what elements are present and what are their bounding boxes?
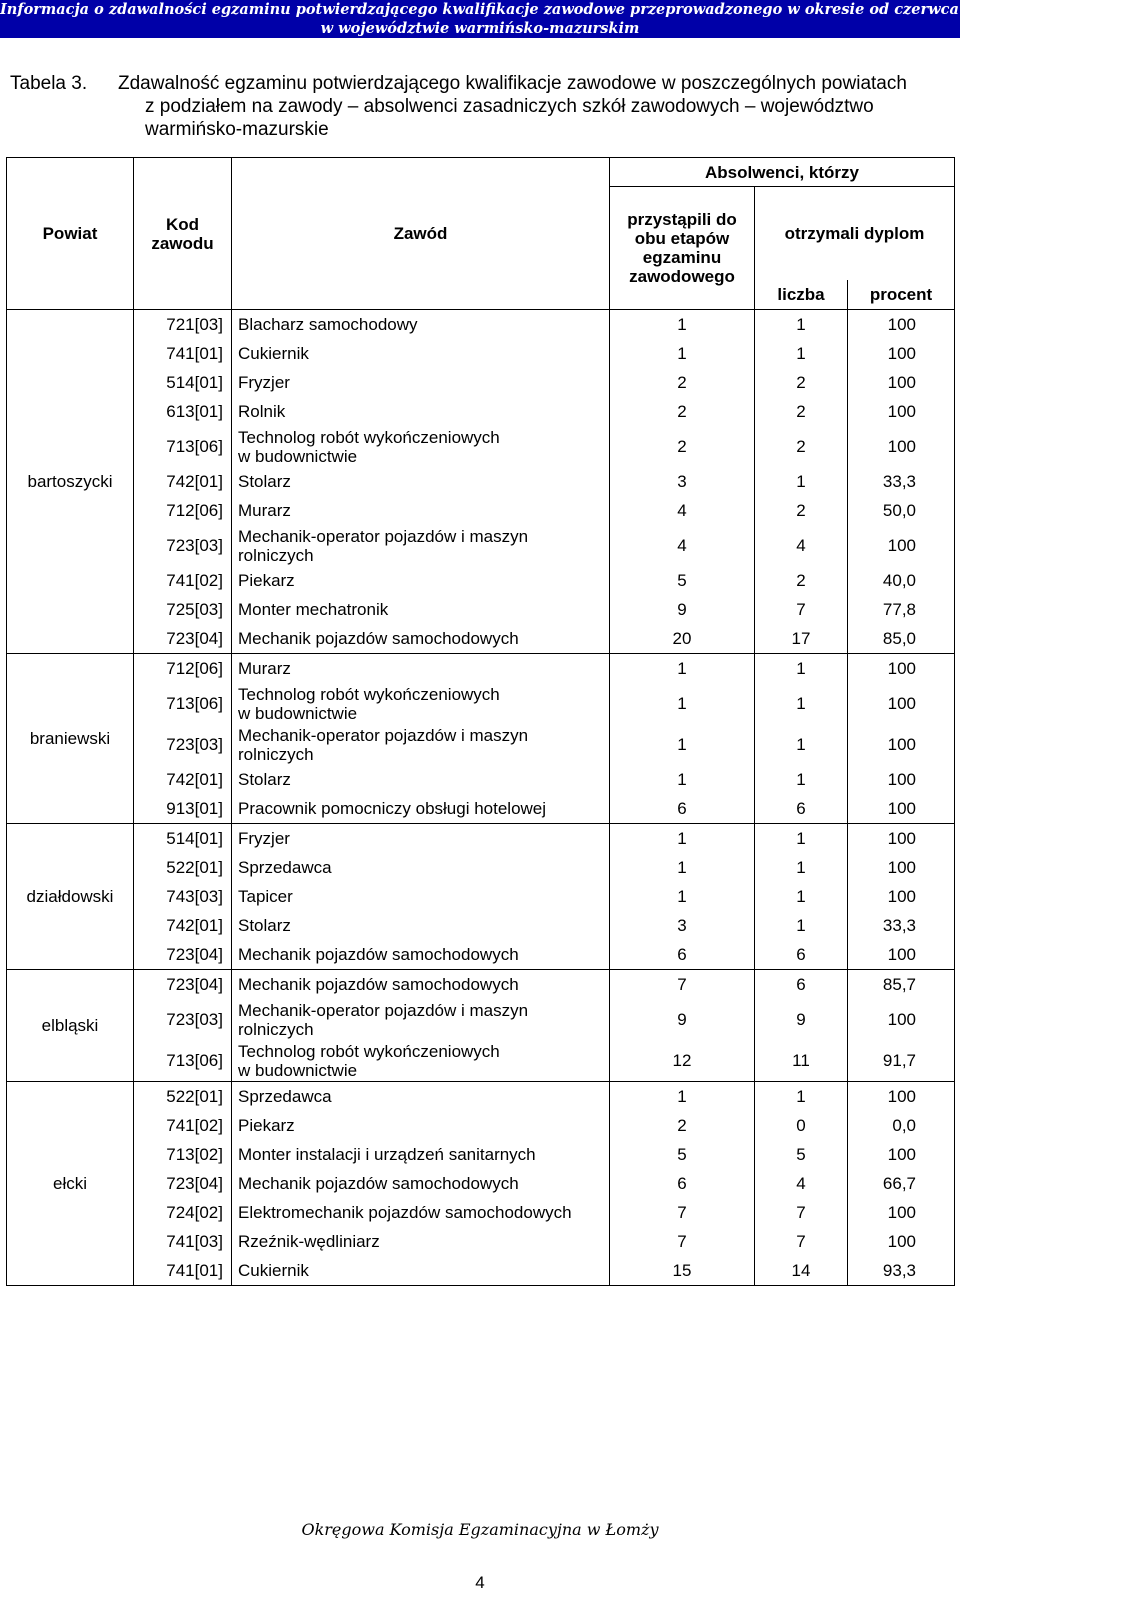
zawod-name: Tapicer <box>238 887 293 906</box>
liczba-cell: 2 <box>755 496 848 525</box>
przystapili-cell: 1 <box>610 853 755 882</box>
kod-zawodu-cell: 613[01] <box>134 397 232 426</box>
procent-cell: 77,8 <box>848 595 955 624</box>
liczba-cell: 7 <box>755 595 848 624</box>
zawod-name: Blacharz samochodowy <box>238 315 418 334</box>
liczba-cell: 0 <box>755 1111 848 1140</box>
liczba-cell: 1 <box>755 882 848 911</box>
liczba-cell: 17 <box>755 624 848 654</box>
procent-cell: 100 <box>848 1140 955 1169</box>
header-procent: procent <box>848 280 955 310</box>
zawod-cell <box>232 595 610 624</box>
kod-zawodu-cell: 741[03] <box>134 1227 232 1256</box>
document-header <box>0 0 1143 38</box>
table-row <box>7 1040 955 1082</box>
header-liczba: liczba <box>755 280 848 310</box>
kod-zawodu-cell: 741[02] <box>134 566 232 595</box>
przystapili-cell: 6 <box>610 1169 755 1198</box>
procent-cell: 40,0 <box>848 566 955 595</box>
liczba-cell: 2 <box>755 368 848 397</box>
procent-cell: 100 <box>848 999 955 1040</box>
kod-zawodu-cell: 742[01] <box>134 765 232 794</box>
table-row <box>7 1082 955 1112</box>
kod-zawodu-cell: 723[03] <box>134 724 232 765</box>
przystapili-cell: 7 <box>610 1198 755 1227</box>
zawod-cell <box>232 566 610 595</box>
zawod-cell <box>232 339 610 368</box>
liczba-cell: 6 <box>755 940 848 970</box>
header-kod-text: Kod zawodu <box>151 214 214 253</box>
procent-cell: 100 <box>848 339 955 368</box>
table-row <box>7 624 955 654</box>
zawod-name-line-2: rolniczych <box>238 545 314 565</box>
liczba-cell: 11 <box>755 1040 848 1082</box>
kod-zawodu-cell: 712[06] <box>134 496 232 525</box>
procent-cell: 93,3 <box>848 1256 955 1286</box>
kod-zawodu-cell: 721[03] <box>134 310 232 340</box>
powiat-cell: działdowski <box>7 824 134 970</box>
table-row <box>7 1256 955 1286</box>
procent-cell: 100 <box>848 1198 955 1227</box>
kod-zawodu-cell: 743[03] <box>134 882 232 911</box>
table-row <box>7 397 955 426</box>
table-header <box>7 158 955 310</box>
zawod-name: Mechanik pojazdów samochodowych <box>238 629 519 648</box>
zawod-cell <box>232 765 610 794</box>
zawod-name: Piekarz <box>238 571 295 590</box>
przystapili-cell: 1 <box>610 654 755 684</box>
przystapili-cell: 5 <box>610 1140 755 1169</box>
przystapili-cell: 1 <box>610 824 755 854</box>
zawod-name: Piekarz <box>238 1116 295 1135</box>
page-number: 4 <box>475 1573 485 1592</box>
powiat-cell: elbląski <box>7 970 134 1082</box>
table-row <box>7 654 955 684</box>
table-row <box>7 853 955 882</box>
zawod-name-line-2: w budownictwie <box>238 446 358 466</box>
zawod-name: Mechanik-operator pojazdów i maszyn <box>238 1000 529 1020</box>
zawod-cell <box>232 397 610 426</box>
kod-zawodu-cell: 742[01] <box>134 467 232 496</box>
caption-line-3: warmińsko-mazurskie <box>145 119 329 140</box>
procent-cell: 0,0 <box>848 1111 955 1140</box>
liczba-cell: 7 <box>755 1198 848 1227</box>
przystapili-cell: 9 <box>610 999 755 1040</box>
procent-cell: 100 <box>848 724 955 765</box>
zawod-name: Cukiernik <box>238 1261 309 1280</box>
procent-cell: 100 <box>848 940 955 970</box>
kod-zawodu-cell: 514[01] <box>134 824 232 854</box>
header-przystapili <box>610 187 755 310</box>
przystapili-cell: 3 <box>610 911 755 940</box>
footer-organization: Okręgowa Komisja Egzaminacyjna w Łomży <box>301 1520 659 1539</box>
procent-cell: 91,7 <box>848 1040 955 1082</box>
zawod-cell <box>232 940 610 970</box>
procent-cell: 100 <box>848 1082 955 1112</box>
zawod-cell <box>232 1140 610 1169</box>
procent-cell: 100 <box>848 310 955 340</box>
procent-cell: 100 <box>848 765 955 794</box>
table-row <box>7 911 955 940</box>
kod-zawodu-cell: 713[02] <box>134 1140 232 1169</box>
zawod-cell <box>232 426 610 467</box>
zawod-name: Monter instalacji i urządzeń sanitarnych <box>238 1145 536 1164</box>
kod-zawodu-cell: 522[01] <box>134 1082 232 1112</box>
header-otrzymali: otrzymali dyplom <box>755 187 955 280</box>
przystapili-cell: 1 <box>610 882 755 911</box>
przystapili-cell: 1 <box>610 339 755 368</box>
kod-zawodu-cell: 741[02] <box>134 1111 232 1140</box>
liczba-cell: 4 <box>755 525 848 566</box>
kod-zawodu-cell: 741[01] <box>134 339 232 368</box>
header-line-2: w województwie warmińsko-mazurskim <box>320 20 640 37</box>
zawod-name: Technolog robót wykończeniowych <box>238 684 500 704</box>
kod-zawodu-cell: 713[06] <box>134 1040 232 1082</box>
procent-cell: 100 <box>848 1227 955 1256</box>
liczba-cell: 1 <box>755 683 848 724</box>
zawod-name: Pracownik pomocniczy obsługi hotelowej <box>238 799 547 818</box>
liczba-cell: 1 <box>755 339 848 368</box>
kod-zawodu-cell: 724[02] <box>134 1198 232 1227</box>
table-row <box>7 467 955 496</box>
kod-zawodu-cell: 723[04] <box>134 940 232 970</box>
przystapili-cell: 1 <box>610 1082 755 1112</box>
zawod-cell <box>232 1169 610 1198</box>
przystapili-cell: 12 <box>610 1040 755 1082</box>
zawod-cell <box>232 525 610 566</box>
zawod-name: Murarz <box>238 659 291 678</box>
liczba-cell: 1 <box>755 654 848 684</box>
table-row <box>7 683 955 724</box>
table-row <box>7 765 955 794</box>
procent-cell: 100 <box>848 426 955 467</box>
kod-zawodu-cell: 725[03] <box>134 595 232 624</box>
kod-zawodu-cell: 712[06] <box>134 654 232 684</box>
zawod-name: Stolarz <box>238 770 291 789</box>
zawod-cell <box>232 654 610 684</box>
kod-zawodu-cell: 723[03] <box>134 525 232 566</box>
zawod-name: Elektromechanik pojazdów samochodowych <box>238 1203 572 1222</box>
liczba-cell: 1 <box>755 765 848 794</box>
header-kod-zawodu <box>134 158 232 310</box>
table-row <box>7 310 955 340</box>
table-row <box>7 368 955 397</box>
zawod-name: Fryzjer <box>238 829 290 848</box>
zawod-cell <box>232 1198 610 1227</box>
powiat-cell: bartoszycki <box>7 310 134 654</box>
zawod-name-line-2: w budownictwie <box>238 703 358 723</box>
przystapili-cell: 4 <box>610 525 755 566</box>
przystapili-cell: 1 <box>610 765 755 794</box>
liczba-cell: 1 <box>755 853 848 882</box>
przystapili-cell: 4 <box>610 496 755 525</box>
powiat-cell: braniewski <box>7 654 134 824</box>
caption-label: Tabela 3. <box>10 73 88 94</box>
procent-cell: 100 <box>848 824 955 854</box>
liczba-cell: 1 <box>755 911 848 940</box>
zawod-name: Sprzedawca <box>238 1087 332 1106</box>
procent-cell: 100 <box>848 654 955 684</box>
przystapili-cell: 7 <box>610 1227 755 1256</box>
header-zawod: Zawód <box>232 158 610 310</box>
table-row <box>7 1227 955 1256</box>
kod-zawodu-cell: 723[04] <box>134 970 232 1000</box>
kod-zawodu-cell: 723[04] <box>134 1169 232 1198</box>
przystapili-cell: 6 <box>610 794 755 824</box>
powiat-cell: ełcki <box>7 1082 134 1286</box>
zawod-cell <box>232 882 610 911</box>
table-row <box>7 999 955 1040</box>
table-row <box>7 940 955 970</box>
zawod-name: Stolarz <box>238 472 291 491</box>
table-row <box>7 1140 955 1169</box>
zawod-name-line-2: rolniczych <box>238 1019 314 1039</box>
procent-cell: 100 <box>848 525 955 566</box>
zawod-name: Mechanik pojazdów samochodowych <box>238 945 519 964</box>
przystapili-cell: 20 <box>610 624 755 654</box>
liczba-cell: 2 <box>755 426 848 467</box>
table-row <box>7 724 955 765</box>
zawod-name: Mechanik-operator pojazdów i maszyn <box>238 725 529 745</box>
przystapili-cell: 1 <box>610 683 755 724</box>
procent-cell: 50,0 <box>848 496 955 525</box>
procent-cell: 85,7 <box>848 970 955 1000</box>
kod-zawodu-cell: 742[01] <box>134 911 232 940</box>
przystapili-cell: 15 <box>610 1256 755 1286</box>
table-row <box>7 970 955 1000</box>
kod-zawodu-cell: 713[06] <box>134 426 232 467</box>
zawod-name: Monter mechatronik <box>238 600 389 619</box>
zawod-cell <box>232 1227 610 1256</box>
przystapili-cell: 2 <box>610 368 755 397</box>
table-row <box>7 794 955 824</box>
liczba-cell: 1 <box>755 724 848 765</box>
zawod-name: Rzeźnik-wędliniarz <box>238 1232 380 1251</box>
liczba-cell: 1 <box>755 824 848 854</box>
zawod-cell <box>232 310 610 340</box>
przystapili-cell: 1 <box>610 724 755 765</box>
results-table <box>6 157 955 1286</box>
przystapili-cell: 5 <box>610 566 755 595</box>
table-body <box>7 310 955 1286</box>
zawod-name: Mechanik-operator pojazdów i maszyn <box>238 526 529 546</box>
zawod-name: Rolnik <box>238 402 286 421</box>
przystapili-cell: 2 <box>610 426 755 467</box>
zawod-cell <box>232 467 610 496</box>
liczba-cell: 4 <box>755 1169 848 1198</box>
liczba-cell: 1 <box>755 467 848 496</box>
table-row <box>7 824 955 854</box>
table-row <box>7 1169 955 1198</box>
liczba-cell: 5 <box>755 1140 848 1169</box>
kod-zawodu-cell: 913[01] <box>134 794 232 824</box>
zawod-cell <box>232 1256 610 1286</box>
przystapili-cell: 7 <box>610 970 755 1000</box>
procent-cell: 33,3 <box>848 911 955 940</box>
zawod-name: Mechanik pojazdów samochodowych <box>238 975 519 994</box>
zawod-cell <box>232 1040 610 1082</box>
procent-cell: 66,7 <box>848 1169 955 1198</box>
table-row <box>7 496 955 525</box>
zawod-name: Technolog robót wykończeniowych <box>238 427 500 447</box>
zawod-name: Fryzjer <box>238 373 290 392</box>
header-powiat: Powiat <box>7 158 134 310</box>
table-row <box>7 1111 955 1140</box>
zawod-name-line-2: rolniczych <box>238 744 314 764</box>
zawod-cell <box>232 683 610 724</box>
header-line-1: Informacja o zdawalności egzaminu potwierdzającego kwalifikacje zawodowe przeprowadzonego w okresie od czerwca do sierpnia 2014 roku <box>0 1 1143 18</box>
zawod-name: Mechanik pojazdów samochodowych <box>238 1174 519 1193</box>
procent-cell: 100 <box>848 683 955 724</box>
zawod-cell <box>232 1111 610 1140</box>
caption-line-2: z podziałem na zawody – absolwenci zasadniczych szkół zawodowych – województwo <box>145 96 874 117</box>
zawod-name: Cukiernik <box>238 344 309 363</box>
zawod-name: Technolog robót wykończeniowych <box>238 1041 500 1061</box>
zawod-cell <box>232 724 610 765</box>
procent-cell: 100 <box>848 853 955 882</box>
przystapili-cell: 2 <box>610 1111 755 1140</box>
procent-cell: 33,3 <box>848 467 955 496</box>
table-row <box>7 566 955 595</box>
table-row <box>7 339 955 368</box>
zawod-cell <box>232 368 610 397</box>
liczba-cell: 2 <box>755 397 848 426</box>
table-row <box>7 1198 955 1227</box>
zawod-cell <box>232 1082 610 1112</box>
przystapili-cell: 3 <box>610 467 755 496</box>
kod-zawodu-cell: 723[03] <box>134 999 232 1040</box>
procent-cell: 100 <box>848 794 955 824</box>
zawod-cell <box>232 824 610 854</box>
zawod-cell <box>232 624 610 654</box>
zawod-name-line-2: w budownictwie <box>238 1060 358 1080</box>
kod-zawodu-cell: 514[01] <box>134 368 232 397</box>
procent-cell: 100 <box>848 368 955 397</box>
zawod-cell <box>232 496 610 525</box>
kod-zawodu-cell: 741[01] <box>134 1256 232 1286</box>
przystapili-cell: 2 <box>610 397 755 426</box>
liczba-cell: 7 <box>755 1227 848 1256</box>
procent-cell: 100 <box>848 397 955 426</box>
zawod-name: Murarz <box>238 501 291 520</box>
zawod-cell <box>232 911 610 940</box>
liczba-cell: 14 <box>755 1256 848 1286</box>
przystapili-cell: 9 <box>610 595 755 624</box>
zawod-name: Sprzedawca <box>238 858 332 877</box>
table-row <box>7 525 955 566</box>
przystapili-cell: 6 <box>610 940 755 970</box>
kod-zawodu-cell: 522[01] <box>134 853 232 882</box>
kod-zawodu-cell: 723[04] <box>134 624 232 654</box>
header-absolwenci: Absolwenci, którzy <box>610 158 955 187</box>
zawod-cell <box>232 853 610 882</box>
table-caption <box>10 72 950 141</box>
header-przystapili-text: przystąpili do obu etapów egzaminu zawodowego <box>627 210 737 286</box>
liczba-cell: 9 <box>755 999 848 1040</box>
table-row <box>7 426 955 467</box>
table-row <box>7 595 955 624</box>
zawod-cell <box>232 794 610 824</box>
zawod-cell <box>232 999 610 1040</box>
procent-cell: 85,0 <box>848 624 955 654</box>
table-row <box>7 882 955 911</box>
zawod-cell <box>232 970 610 1000</box>
liczba-cell: 6 <box>755 794 848 824</box>
liczba-cell: 6 <box>755 970 848 1000</box>
procent-cell: 100 <box>848 882 955 911</box>
caption-line-1: Zdawalność egzaminu potwierdzającego kwalifikacje zawodowe w poszczególnych powiatach <box>118 73 907 94</box>
kod-zawodu-cell: 713[06] <box>134 683 232 724</box>
liczba-cell: 1 <box>755 310 848 340</box>
przystapili-cell: 1 <box>610 310 755 340</box>
zawod-name: Stolarz <box>238 916 291 935</box>
liczba-cell: 2 <box>755 566 848 595</box>
liczba-cell: 1 <box>755 1082 848 1112</box>
